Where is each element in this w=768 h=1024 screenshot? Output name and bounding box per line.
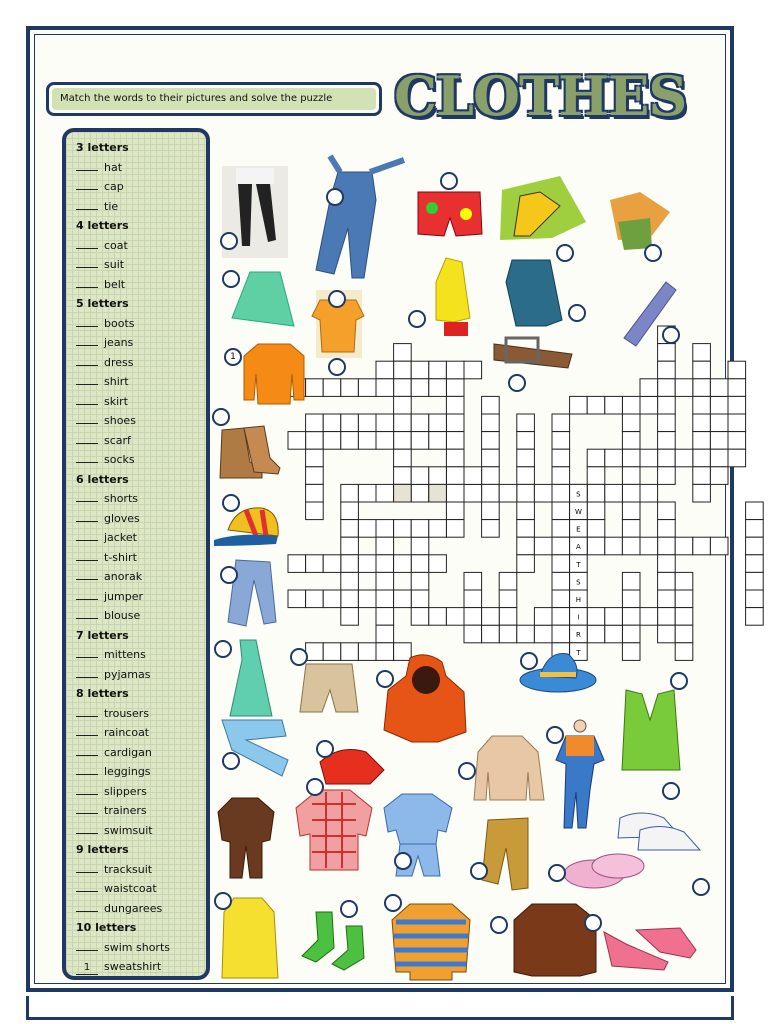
boots-picture (220, 426, 280, 478)
answer-circle[interactable] (408, 310, 426, 328)
jumper-picture (244, 344, 304, 404)
belt-picture (494, 338, 572, 368)
word-text: swimsuit (104, 823, 153, 837)
anorak-picture (384, 655, 466, 742)
answer-circle[interactable] (470, 862, 488, 880)
word-list-heading: 4 letters (76, 219, 129, 232)
answer-blank[interactable]: 1 (76, 962, 98, 975)
answer-circle[interactable] (670, 672, 688, 690)
shoes-picture (604, 928, 696, 970)
crossword-letter: S (576, 578, 581, 587)
word-text: raincoat (104, 726, 150, 739)
word-text: coat (104, 238, 128, 252)
crossword-letter: I (577, 613, 580, 622)
word-text: jeans (104, 336, 134, 349)
answer-circle[interactable] (328, 358, 346, 376)
word-text: sweatshirt (104, 960, 162, 973)
trainers-picture (618, 813, 700, 850)
crossword-letter: H (575, 595, 582, 604)
word-text: waistcoat (104, 882, 157, 895)
waistcoat-picture (622, 690, 680, 770)
word-text: jumper (104, 589, 144, 603)
answer-circle[interactable] (222, 270, 240, 288)
answer-circle[interactable] (508, 374, 526, 392)
cap-picture (214, 508, 278, 546)
crossword-letter: W (574, 507, 582, 516)
answer-circle[interactable] (290, 648, 308, 666)
trousers-picture (482, 818, 528, 890)
word-text: hat (104, 160, 123, 174)
answer-circle[interactable] (220, 232, 238, 250)
answer-circle[interactable] (546, 726, 564, 744)
word-text: slippers (104, 784, 147, 798)
word-text: t-shirt (104, 550, 137, 564)
skirt-picture (232, 272, 294, 326)
word-text: shirt (104, 375, 129, 388)
answer-circle[interactable] (222, 494, 240, 512)
shorts-picture (300, 664, 358, 712)
answer-circle[interactable] (520, 652, 538, 670)
answer-circle[interactable] (212, 408, 230, 426)
answer-circle[interactable] (214, 640, 232, 658)
suit-picture (218, 798, 274, 878)
word-text: shoes (104, 414, 136, 427)
instruction-text: Match the words to their pictures and solve the puzzle (52, 88, 376, 110)
answer-circle[interactable] (316, 740, 334, 758)
answer-circle[interactable] (644, 244, 662, 262)
answer-circle[interactable] (458, 762, 476, 780)
word-list-heading: 10 letters (76, 921, 137, 934)
crossword-letter: T (576, 560, 581, 569)
crossword-letter: A (576, 543, 581, 552)
swimsuit-picture (500, 176, 586, 240)
word-text: boots (104, 316, 135, 330)
word-text: gloves (104, 511, 140, 525)
answer-circle[interactable] (556, 244, 574, 262)
word-text: mittens (104, 648, 146, 661)
word-text: blouse (104, 609, 141, 622)
word-text: jacket (104, 531, 137, 544)
word-list-heading: 7 letters (76, 628, 129, 642)
word-list-heading: 3 letters (76, 141, 129, 154)
word-text: trainers (104, 804, 147, 817)
word-list-heading: 9 letters (76, 843, 129, 856)
word-text: tracksuit (104, 862, 153, 876)
word-text: scarf (104, 433, 131, 447)
socks-picture (302, 912, 364, 970)
answer-circle[interactable] (328, 290, 346, 308)
raincoat-picture (436, 258, 470, 336)
answer-circle[interactable] (548, 864, 566, 882)
coat-picture (222, 898, 278, 978)
answer-circle[interactable] (384, 894, 402, 912)
word-text: trousers (104, 706, 150, 720)
dungarees-picture (316, 156, 404, 278)
word-text: pyjamas (104, 667, 151, 681)
slippers-picture (564, 854, 644, 888)
answer-circle[interactable] (222, 752, 240, 770)
word-text: swim shorts (104, 940, 170, 954)
answer-circle[interactable] (214, 892, 232, 910)
crossword-letter: T (576, 648, 581, 657)
answer-circle[interactable] (220, 566, 238, 584)
word-text: skirt (104, 394, 128, 408)
answer-circle[interactable] (692, 878, 710, 896)
shirt-picture (506, 260, 562, 326)
swim-shorts-picture (418, 192, 482, 236)
word-text: shorts (104, 492, 138, 505)
word-list-heading: 6 letters (76, 472, 129, 486)
page-title: CLOTHES (394, 64, 687, 128)
answer-circle[interactable] (340, 900, 358, 918)
answer-circle[interactable] (440, 172, 458, 190)
word-text: anorak (104, 570, 143, 583)
word-list-heading: 5 letters (76, 297, 129, 310)
answer-circle[interactable] (306, 778, 324, 796)
answer-circle[interactable] (394, 852, 412, 870)
blouse-picture (296, 790, 372, 870)
word-text: belt (104, 277, 126, 291)
gloves-picture (610, 192, 670, 250)
dress-picture (230, 640, 272, 716)
answer-circle[interactable] (490, 916, 508, 934)
sweatshirt-picture (392, 904, 470, 980)
jacket-picture (514, 904, 596, 976)
word-text: socks (104, 453, 135, 466)
word-text: cardigan (104, 745, 152, 759)
word-text: leggings (104, 765, 151, 778)
answer-circle[interactable] (584, 914, 602, 932)
word-text: dungarees (104, 901, 163, 915)
answer-circle[interactable] (662, 782, 680, 800)
word-text: dress (104, 355, 134, 369)
word-text: cap (104, 180, 124, 193)
crossword-letter: S (576, 490, 581, 499)
word-list-heading: 8 letters (76, 687, 129, 700)
word-text: tie (104, 199, 119, 213)
answer-circle[interactable] (662, 326, 680, 344)
crossword-letter: E (576, 525, 581, 534)
crossword-letter: R (575, 631, 581, 640)
word-text: suit (104, 258, 125, 271)
answer-circle[interactable] (376, 670, 394, 688)
answer-circle[interactable] (568, 304, 586, 322)
cardigan-picture (474, 736, 544, 800)
answer-circle[interactable]: 1 (224, 348, 242, 366)
answer-circle[interactable] (326, 188, 344, 206)
